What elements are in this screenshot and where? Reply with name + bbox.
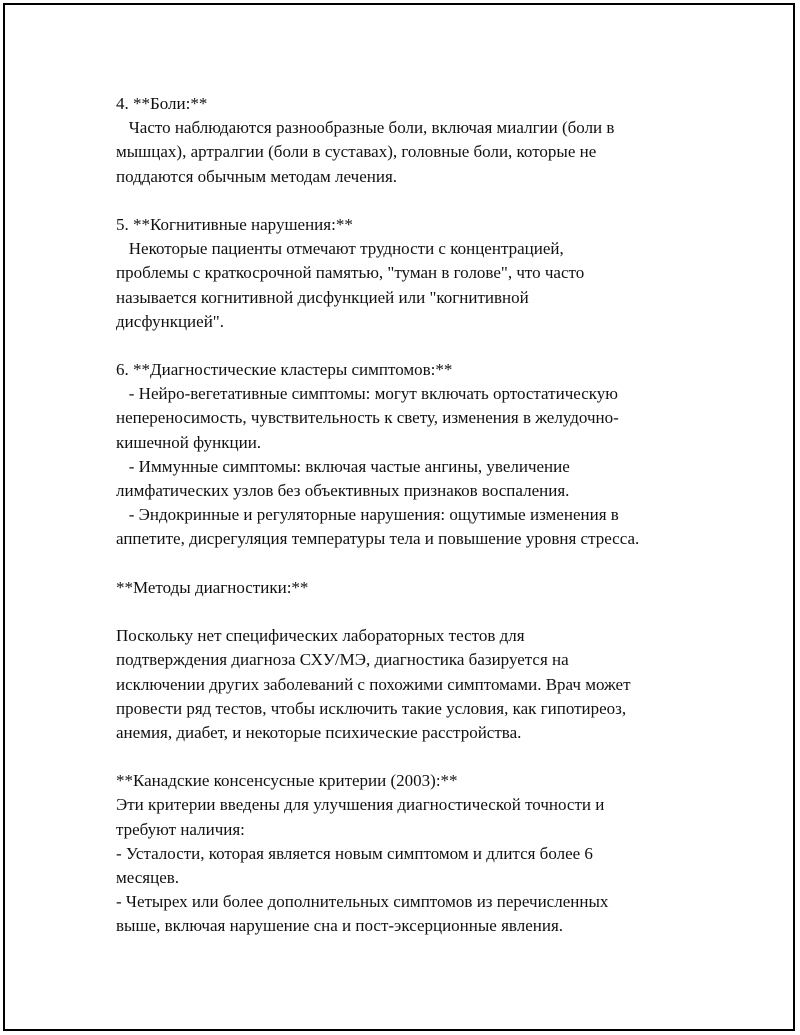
paragraph-line: мышцах), артралгии (боли в суставах), головные боли, которые не bbox=[116, 142, 597, 162]
list-item-line: - Иммунные симптомы: включая частые ангины, увеличение bbox=[116, 456, 570, 476]
section-heading-pain: 4. **Боли:** bbox=[116, 94, 208, 113]
paragraph-line: исключении других заболеваний с похожими симптомами. Врач может bbox=[116, 674, 631, 694]
spacer bbox=[116, 334, 716, 358]
paragraph-line: называется когнитивной дисфункцией или "когнитивной bbox=[116, 287, 529, 307]
paragraph-line: дисфункцией". bbox=[116, 311, 224, 331]
paragraph-line: Эти критерии введены для улучшения диагностической точности и bbox=[116, 795, 605, 815]
paragraph-line: подтверждения диагноза СХУ/МЭ, диагностика базируется на bbox=[116, 650, 569, 670]
paragraph-line: анемия, диабет, и некоторые психические расстройства. bbox=[116, 722, 522, 742]
section-heading-symptom-clusters: 6. **Диагностические кластеры симптомов:** bbox=[116, 360, 453, 380]
list-item-line: непереносимость, чувствительность к свету, изменения в желудочно- bbox=[116, 408, 619, 428]
paragraph-line: Часто наблюдаются разнообразные боли, включая миалгии (боли в bbox=[116, 118, 615, 138]
paragraph-line: провести ряд тестов, чтобы исключить такие условия, как гипотиреоз, bbox=[116, 698, 627, 718]
list-item-line: кишечной функции. bbox=[116, 432, 262, 452]
list-item-line: лимфатических узлов без объективных признаков воспаления. bbox=[116, 481, 570, 500]
list-item-line: - Эндокринные и регуляторные нарушения: ощутимые изменения в bbox=[116, 505, 619, 525]
section-heading-diagnostic-methods: **Методы диагностики:** bbox=[116, 577, 309, 597]
document-body bbox=[116, 92, 716, 939]
paragraph-line: Некоторые пациенты отмечают трудности с концентрацией, bbox=[116, 239, 564, 259]
paragraph-line: проблемы с краткосрочной памятью, "туман в голове", что часто bbox=[116, 263, 585, 283]
list-item-line: выше, включая нарушение сна и пост-эксерционные явления. bbox=[116, 916, 564, 936]
list-item-line: - Нейро-вегетативные симптомы: могут включать ортостатическую bbox=[116, 384, 618, 404]
spacer bbox=[116, 552, 716, 576]
list-item-line: - Четырех или более дополнительных симптомов из перечисленных bbox=[116, 892, 609, 912]
paragraph-line: Поскольку нет специфических лабораторных тестов для bbox=[116, 626, 525, 646]
list-item-line: - Усталости, которая является новым симптомом и длится более 6 bbox=[116, 843, 593, 863]
paragraph-line: требуют наличия: bbox=[116, 819, 245, 839]
spacer bbox=[116, 600, 716, 624]
list-item-line: месяцев. bbox=[116, 868, 180, 887]
list-item-line: аппетите, дисрегуляция температуры тела и повышение уровня стресса. bbox=[116, 529, 640, 549]
spacer bbox=[116, 745, 716, 769]
spacer bbox=[116, 189, 716, 213]
paragraph-line: поддаются обычным методам лечения. bbox=[116, 166, 398, 186]
section-heading-cognitive: 5. **Когнитивные нарушения:** bbox=[116, 214, 353, 234]
section-heading-canadian-criteria: **Канадские консенсусные критерии (2003):** bbox=[116, 771, 458, 791]
